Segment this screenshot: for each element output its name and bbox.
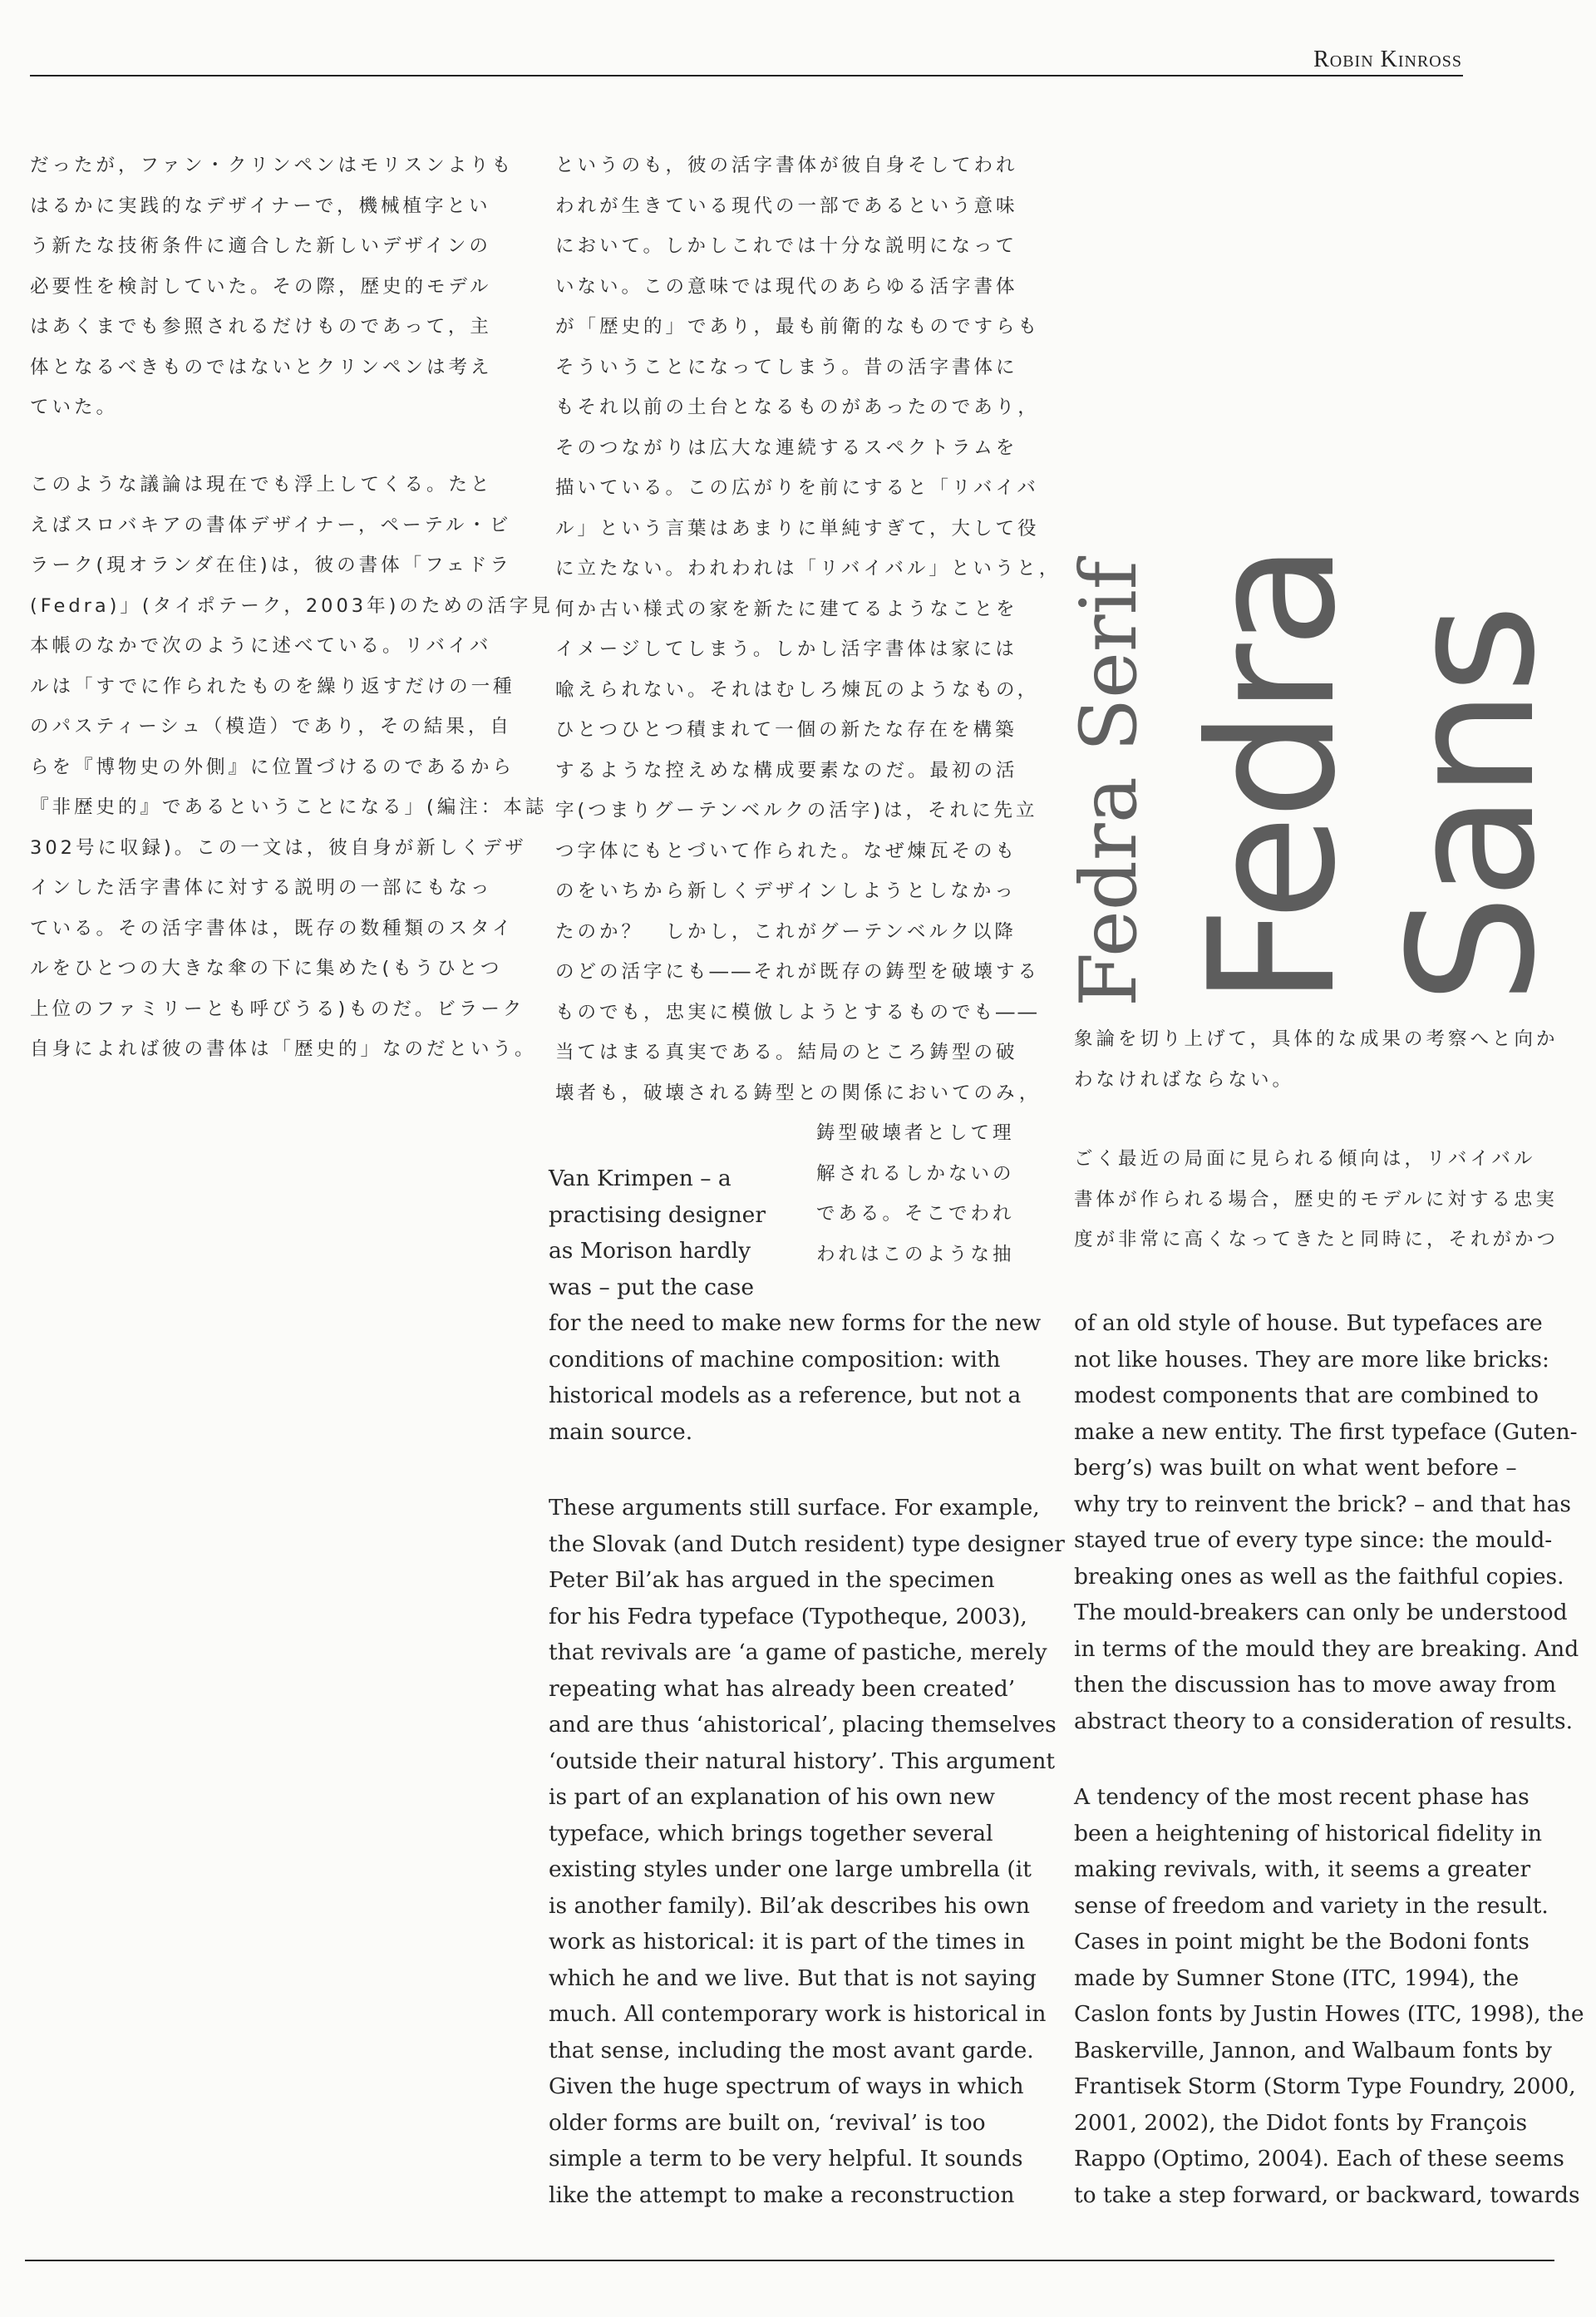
text-line: as Morison hardly <box>549 1238 751 1264</box>
text-line: このような議論は現在でも浮上してくる。たと <box>30 474 493 495</box>
right-en-paragraph-2 <box>1074 1779 1584 2213</box>
text-line: 度が非常に高くなってきたと同時に，それがかつ <box>1074 1229 1559 1250</box>
text-line: main source. <box>549 1418 693 1445</box>
text-line: するような控えめな構成要素なのだ。最初の活 <box>555 759 1018 781</box>
text-line: was – put the case <box>549 1274 755 1300</box>
header-rule <box>30 75 1463 76</box>
footer-rule <box>25 2260 1554 2261</box>
text-line: older forms are built on, ‘revival’ is too <box>549 2109 986 2136</box>
text-line: Frantisek Storm (Storm Type Foundry, 2000, <box>1074 2073 1576 2099</box>
text-line: 自身によれば彼の書体は「歴史的」なのだという。 <box>30 1038 537 1060</box>
text-line: 壊者も，破壊される鋳型との関係においてのみ， <box>555 1082 1042 1104</box>
text-line: 本帳のなかで次のように述べている。リバイバ <box>30 635 492 657</box>
text-line: like the attempt to make a reconstruction <box>549 2181 1015 2208</box>
text-line: Rappo (Optimo, 2004). Each of these seems <box>1074 2146 1564 2172</box>
text-line: 必要性を検討していた。その際，歴史的モデル <box>30 275 492 298</box>
text-line: modest components that are combined to <box>1074 1383 1539 1408</box>
text-line: もそれ以前の土台となるものがあったのであり， <box>555 397 1040 418</box>
fedra-sans-word-fedra: Fedra <box>1173 547 1374 1006</box>
text-line: to take a step forward, or backward, towards <box>1074 2181 1580 2208</box>
text-line: ごく最近の局面に見られる傾向は，リバイバル <box>1074 1148 1536 1170</box>
text-line: ルは「すでに作られたものを繰り返すだけの一種 <box>30 675 515 698</box>
left-jp-paragraph-1 <box>30 145 514 428</box>
text-line: berg’s) was built on what went before – <box>1074 1455 1517 1481</box>
text-line: simple a term to be very helpful. It sounds <box>549 2146 1023 2172</box>
text-line: に立たない。われわれは「リバイバル」というと， <box>555 558 1062 579</box>
text-line: Peter Bil’ak has argued in the specimen <box>549 1567 995 1593</box>
text-line: that sense, including the most avant garde. <box>549 2037 1034 2063</box>
text-line: is part of an explanation of his own new <box>549 1784 996 1810</box>
text-line: のパスティーシュ（模造）であり，その結果，自 <box>30 716 512 737</box>
text-line: 何か古い様式の家を新たに建てるようなことを <box>555 598 1018 620</box>
text-line: 体となるべきものではないとクリンペンは考え <box>30 356 493 378</box>
text-line: 書体が作られる場合，歴史的モデルに対する忠実 <box>1074 1188 1558 1210</box>
text-line: ひとつひとつ積まれて一個の新たな存在を構築 <box>555 719 1017 741</box>
text-line: historical models as a reference, but not a <box>549 1383 1022 1408</box>
author-name: Robin Kinross <box>1313 47 1462 72</box>
text-line: in terms of the mould they are breaking. And <box>1074 1635 1579 1662</box>
text-line: not like houses. They are more like bricks: <box>1074 1346 1549 1373</box>
text-line: repeating what has already been created’ <box>549 1675 1016 1702</box>
text-line: われが生きている現代の一部であるという意味 <box>555 195 1018 217</box>
text-line: practising designer <box>549 1201 766 1228</box>
text-line: 302号に収録)。この一文は，彼自身が新しくデザ <box>30 836 527 859</box>
text-line: of an old style of house. But typefaces are <box>1074 1310 1543 1336</box>
left-jp-paragraph-2 <box>30 465 554 1070</box>
right-jp-paragraph-1 <box>1074 1019 1559 1100</box>
text-line: 当てはまる真実である。結局のところ鋳型の破 <box>555 1042 1018 1063</box>
text-line: make a new entity. The first typeface (Guten- <box>1074 1418 1578 1445</box>
text-line: インした活字書体に対する説明の一部にもなっ <box>30 877 493 899</box>
fedra-serif-label: Fedra Serif <box>1064 560 1155 1007</box>
middle-jp-narrow-text <box>816 1113 1015 1274</box>
text-line: The mould-breakers can only be understood <box>1074 1600 1568 1625</box>
text-line: Baskerville, Jannon, and Walbaum fonts by <box>1074 2037 1552 2063</box>
text-line: ていた。 <box>30 397 119 418</box>
text-line: そういうことになってしまう。昔の活字書体に <box>555 356 1018 378</box>
text-line: 『非歴史的』であるということになる」(編注：本誌 <box>30 796 548 818</box>
right-en-paragraph-1 <box>1074 1305 1579 1739</box>
text-line: において。しかしこれでは十分な説明になって <box>555 235 1018 257</box>
text-line: These arguments still surface. For example, <box>549 1495 1040 1521</box>
text-line: いない。この意味では現代のあらゆる活字書体 <box>555 275 1018 298</box>
text-line: そのつながりは広大な連続するスペクトラムを <box>555 436 1018 459</box>
text-line: is another family). Bil’ak describes his own <box>549 1892 1030 1919</box>
text-line: typeface, which brings together several <box>549 1820 993 1846</box>
text-line: イメージしてしまう。しかし活字書体は家には <box>555 638 1017 660</box>
text-line: that revivals are ‘a game of pastiche, merely <box>549 1639 1047 1665</box>
text-line: はるかに実践的なデザイナーで，機械植字とい <box>30 195 491 217</box>
text-line: abstract theory to a consideration of results. <box>1074 1708 1574 1734</box>
text-line: はあくまでも参照されるだけものであって，主 <box>30 316 492 338</box>
text-line: う新たな技術条件に適合した新しいデザインの <box>30 235 491 257</box>
text-line: ラーク(現オランダ在住)は，彼の書体「フェドラ <box>30 555 513 576</box>
text-line: 2001, 2002), the Didot fonts by François <box>1074 2109 1528 2136</box>
text-line: for the need to make new forms for the new <box>549 1310 1042 1336</box>
van-krimpen-caption <box>549 1161 766 1305</box>
text-line: 鋳型破壊者として理 <box>816 1122 1015 1144</box>
text-line: the Slovak (and Dutch resident) type designer <box>549 1531 1065 1557</box>
text-line: breaking ones as well as the faithful copies. <box>1074 1563 1564 1590</box>
text-line: わなければならない。 <box>1074 1068 1295 1091</box>
middle-en-paragraph-1 <box>549 1305 1041 1450</box>
text-line: and are thus ‘ahistorical’, placing themselves <box>549 1712 1057 1738</box>
text-line: ルをひとつの大きな傘の下に集めた(もうひとつ <box>30 958 503 979</box>
text-line: 描いている。この広がりを前にすると「リバイバ <box>555 477 1039 499</box>
text-line: たのか？ しかし，これがグーテンベルク以降 <box>555 920 1017 943</box>
text-line: のどの活字にも――それが既存の鋳型を破壊する <box>555 961 1041 983</box>
text-line: 象論を切り上げて，具体的な成果の考察へと向か <box>1074 1028 1559 1050</box>
text-line: だったが，ファン・クリンペンはモリスンよりも <box>30 155 515 176</box>
text-line: Cases in point might be the Bodoni fonts <box>1074 1929 1530 1955</box>
text-line: sense of freedom and variety in the result. <box>1074 1892 1549 1919</box>
text-line: ている。その活字書体は，既存の数種類のスタイ <box>30 917 515 939</box>
text-line: why try to reinvent the brick? – and that has <box>1074 1491 1572 1517</box>
text-line: then the discussion has to move away from <box>1074 1672 1557 1698</box>
text-line: much. All contemporary work is historical in <box>549 2001 1047 2027</box>
text-line: ‘outside their natural history’. This argument <box>549 1748 1056 1774</box>
text-line: which he and we live. But that is not saying <box>549 1965 1037 1991</box>
text-line: ル」という言葉はあまりに単純すぎて，大して役 <box>555 517 1040 540</box>
text-line: for his Fedra typeface (Typotheque, 2003), <box>549 1603 1027 1629</box>
text-line: work as historical: it is part of the times in <box>549 1929 1026 1955</box>
text-line: Caslon fonts by Justin Howes (ITC, 1998), the <box>1074 2001 1584 2027</box>
text-line: ものでも，忠実に模倣しようとするものでも―― <box>555 1001 1041 1023</box>
text-line: been a heightening of historical fidelity in <box>1074 1820 1543 1846</box>
text-line: Van Krimpen – a <box>549 1166 732 1191</box>
text-line: えばスロバキアの書体デザイナー，ペーテル・ビ <box>30 514 512 536</box>
text-line: conditions of machine composition: with <box>549 1346 1001 1373</box>
text-line: というのも，彼の活字書体が彼自身そしてわれ <box>555 155 1018 176</box>
text-line: つ字体にもとづいて作られた。なぜ煉瓦そのも <box>555 840 1018 862</box>
text-line: stayed true of every type since: the mould- <box>1074 1527 1553 1553</box>
text-line: 解されるしかないの <box>816 1162 1015 1185</box>
text-line: existing styles under one large umbrella (it <box>549 1856 1032 1882</box>
text-line: A tendency of the most recent phase has <box>1074 1784 1530 1810</box>
text-line: making revivals, with, it seems a greater <box>1074 1856 1531 1882</box>
text-line: である。そこでわれ <box>816 1203 1015 1225</box>
text-line: らを『博物史の外側』に位置づけるのであるから <box>30 756 515 778</box>
text-line: 字(つまりグーテンベルクの活字)は，それに先立 <box>555 800 1038 821</box>
text-line: made by Sumner Stone (ITC, 1994), the <box>1074 1965 1520 1991</box>
fedra-sans-word-sans: Sans <box>1372 609 1574 1004</box>
text-line: われはこのような抽 <box>816 1243 1015 1265</box>
text-line: 喩えられない。それはむしろ煉瓦のようなもの， <box>555 678 1040 701</box>
text-line: 上位のファミリーとも呼びうる)ものだ。ビラーク <box>30 998 525 1020</box>
middle-jp-text <box>555 145 1061 1113</box>
right-jp-paragraph-2 <box>1074 1139 1559 1260</box>
middle-en-paragraph-2 <box>549 1490 1065 2213</box>
text-line: (Fedra)」(タイポテーク，2003年)のための活字見 <box>30 594 554 617</box>
text-line: が「歴史的」であり，最も前衛的なものですらも <box>555 316 1041 338</box>
text-line: Given the huge spectrum of ways in which <box>549 2073 1024 2099</box>
text-line: のをいちから新しくデザインしようとしなかっ <box>555 880 1017 902</box>
